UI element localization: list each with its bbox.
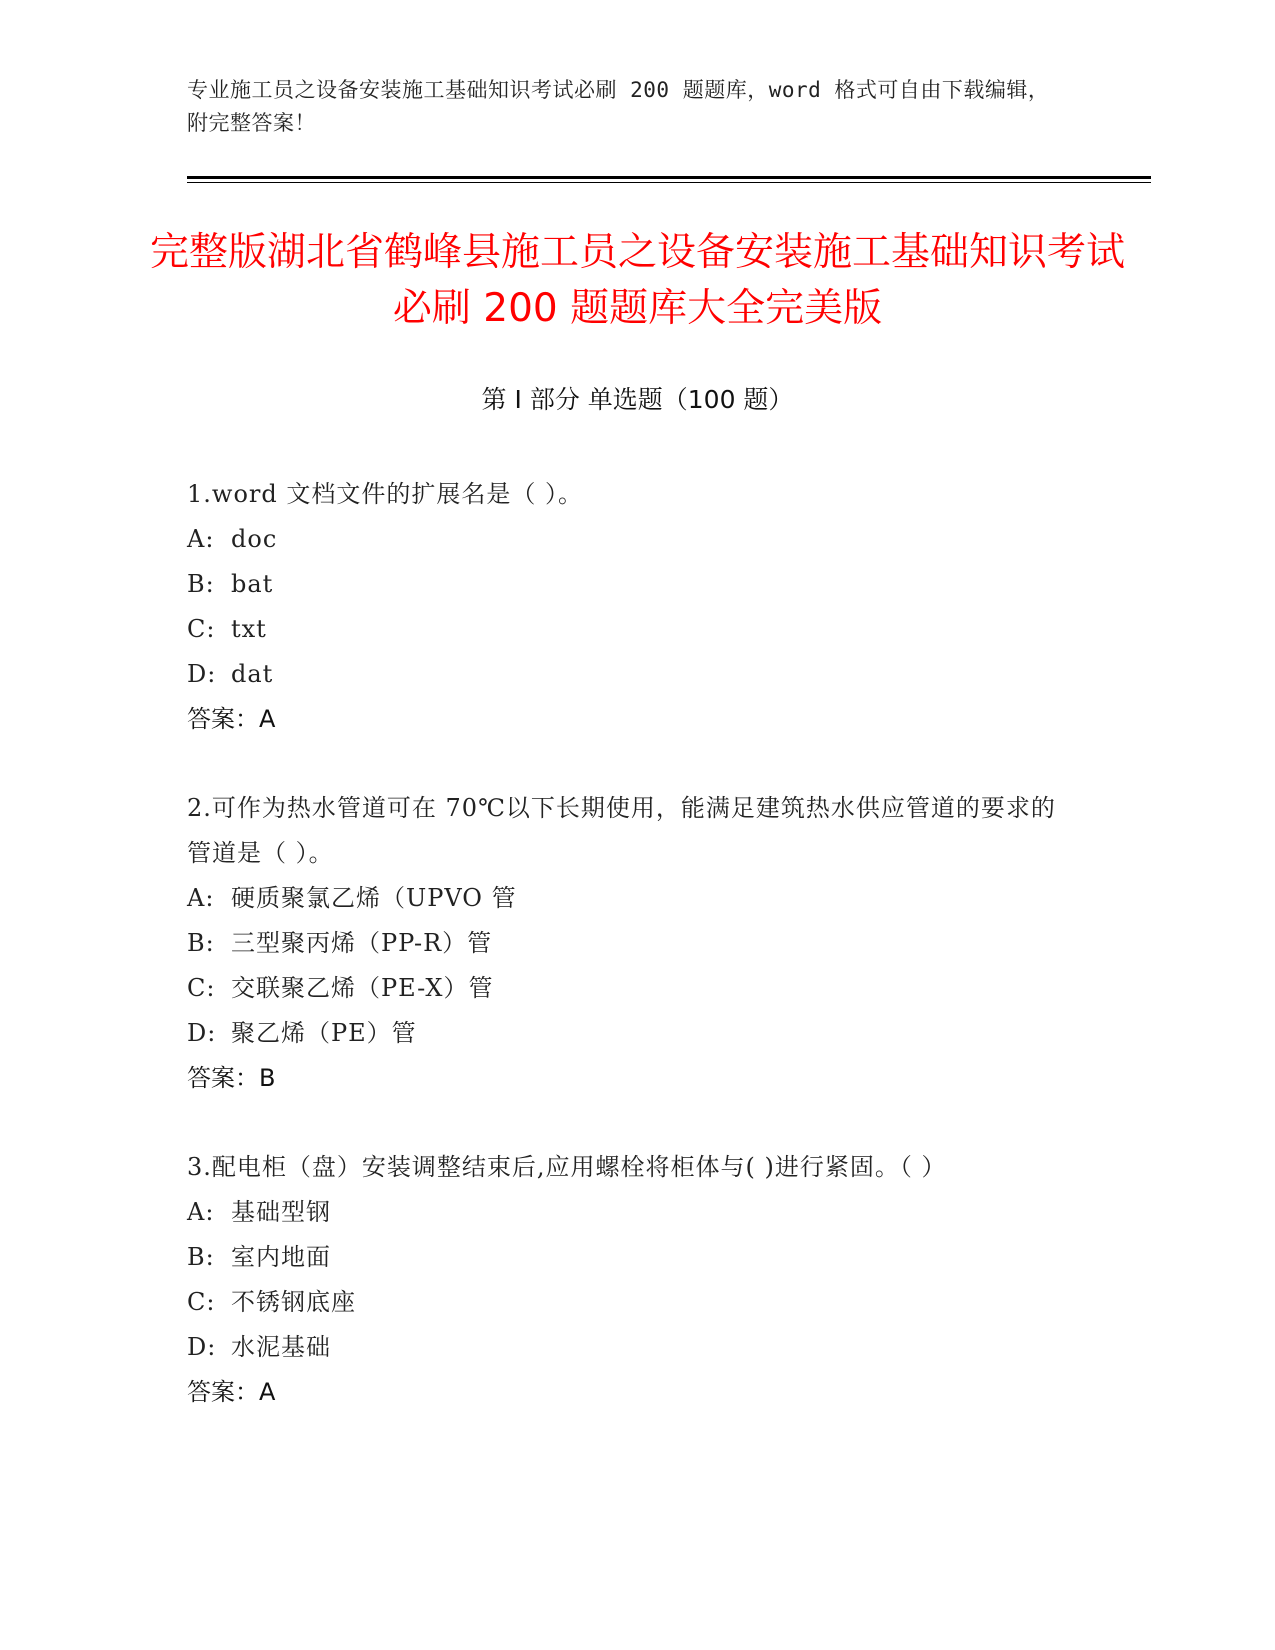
option-text: 聚乙烯（PE）管	[231, 1019, 417, 1047]
option-text: txt	[231, 615, 267, 643]
option-letter: B:	[187, 1243, 215, 1271]
answer-line: 答案：B	[187, 1064, 276, 1092]
option-text: 不锈钢底座	[231, 1288, 356, 1316]
section-title: 第 I 部分 单选题（100 题）	[481, 385, 794, 414]
option-letter: C:	[187, 974, 216, 1002]
header-divider-thin	[187, 182, 1151, 183]
option-text: 硬质聚氯乙烯（UPVO 管	[231, 884, 517, 912]
question-2	[187, 786, 1067, 1101]
answer-line: 答案：A	[187, 705, 276, 733]
option-text: bat	[231, 570, 274, 598]
question-stem: 2.可作为热水管道可在 70℃以下长期使用，能满足建筑热水供应管道的要求的管道是（ ）。	[187, 794, 1056, 867]
option-c	[187, 1280, 1067, 1325]
option-letter: A:	[187, 525, 215, 553]
option-c	[187, 966, 1067, 1011]
option-b	[187, 1235, 1067, 1280]
document-title: 完整版湖北省鹤峰县施工员之设备安装施工基础知识考试必刷 200 题题库大全完美版	[150, 230, 1126, 331]
header-note: 专业施工员之设备安装施工基础知识考试必刷 200 题题库，word 格式可自由下载编辑，附完整答案！	[187, 78, 1050, 135]
question-stem: 3.配电柜（盘）安装调整结束后,应用螺栓将柜体与( )进行紧固。（ ）	[187, 1153, 947, 1181]
option-text: dat	[231, 660, 274, 688]
option-a	[187, 876, 1067, 921]
option-letter: D:	[187, 1019, 217, 1047]
option-text: 基础型钢	[231, 1198, 331, 1226]
question-stem: 1.word 文档文件的扩展名是（ ）。	[187, 480, 583, 508]
option-text: doc	[231, 525, 278, 553]
option-text: 三型聚丙烯（PP-R）管	[231, 929, 493, 957]
option-c	[187, 607, 1067, 652]
option-a	[187, 1190, 1067, 1235]
answer-line: 答案：A	[187, 1378, 276, 1406]
option-letter: B:	[187, 570, 215, 598]
option-b	[187, 921, 1067, 966]
option-text: 交联聚乙烯（PE-X）管	[231, 974, 494, 1002]
option-letter: B:	[187, 929, 215, 957]
option-letter: D:	[187, 660, 217, 688]
option-text: 水泥基础	[231, 1333, 331, 1361]
option-letter: A:	[187, 1198, 215, 1226]
option-text: 室内地面	[231, 1243, 331, 1271]
option-d	[187, 652, 1067, 697]
option-letter: D:	[187, 1333, 217, 1361]
header-divider-thick	[187, 176, 1151, 179]
option-b	[187, 562, 1067, 607]
option-d	[187, 1325, 1067, 1370]
option-d	[187, 1011, 1067, 1056]
question-3	[187, 1145, 1067, 1415]
option-letter: C:	[187, 1288, 216, 1316]
question-1	[187, 472, 1067, 742]
option-letter: A:	[187, 884, 215, 912]
option-letter: C:	[187, 615, 216, 643]
option-a	[187, 517, 1067, 562]
question-list	[187, 472, 1067, 1459]
